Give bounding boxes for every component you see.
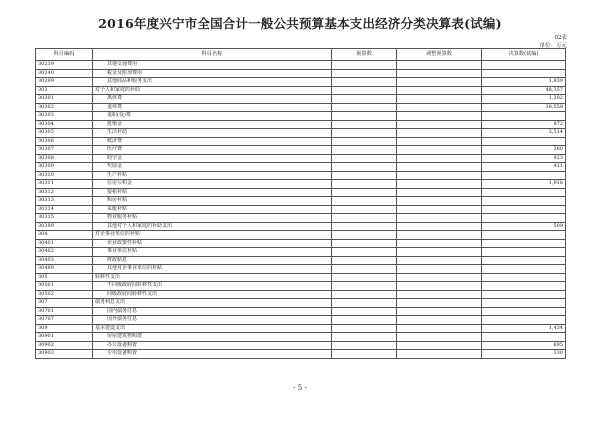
column-header-budget: 预算数 [332,49,397,61]
table-row [36,112,566,121]
row-name-cell: 购房补贴 [93,197,332,206]
row-name-cell: 其他商品和服务支出 [93,78,332,87]
row-adjusted-cell [397,282,482,291]
column-header-final: 决算数(试编) [482,49,566,61]
row-name-cell: 其他对个人和家庭的补助支出 [93,222,332,231]
row-code-cell: 30313 [36,197,93,206]
table-row [36,154,566,163]
row-adjusted-cell [397,171,482,180]
table-row [36,171,566,180]
row-adjusted-cell [397,273,482,282]
row-name-cell: 企业政策性补贴 [93,239,332,248]
row-budget-cell [332,112,397,121]
row-adjusted-cell [397,341,482,350]
row-code-cell: 30901 [36,333,93,342]
row-budget-cell [332,316,397,325]
unit-label: 单位：万元 [539,43,567,49]
row-budget-cell [332,256,397,265]
row-name-cell: 退休费 [93,103,332,112]
row-adjusted-cell [397,239,482,248]
row-adjusted-cell [397,154,482,163]
row-code-cell: 30403 [36,256,93,265]
row-adjusted-cell [397,137,482,146]
row-code-cell: 30302 [36,103,93,112]
row-name-cell: 生产补贴 [93,171,332,180]
row-adjusted-cell [397,205,482,214]
table-row [36,69,566,78]
row-code-cell: 30303 [36,112,93,121]
row-name-cell: 国内债务付息 [93,307,332,316]
row-budget-cell [332,171,397,180]
row-name-cell: 其他对企事业单位的补贴 [93,265,332,274]
row-adjusted-cell [397,222,482,231]
row-code-cell: 307 [36,299,93,308]
row-final-cell [482,69,566,78]
row-final-cell [482,256,566,265]
row-final-cell [482,171,566,180]
table-row [36,324,566,333]
table-row [36,265,566,274]
row-name-cell: 房屋建筑物购建 [93,333,332,342]
table-row [36,316,566,325]
row-code-cell: 30304 [36,120,93,129]
row-adjusted-cell [397,86,482,95]
row-adjusted-cell [397,163,482,172]
row-adjusted-cell [397,188,482,197]
row-final-cell [482,239,566,248]
row-budget-cell [332,154,397,163]
table-row [36,129,566,138]
row-code-cell: 30902 [36,341,93,350]
row-code-cell: 30701 [36,307,93,316]
row-final-cell [482,231,566,240]
row-adjusted-cell [397,120,482,129]
table-row [36,350,566,359]
row-name-cell: 同级政府间转移性支出 [93,290,332,299]
row-name-cell: 救济费 [93,137,332,146]
row-budget-cell [332,78,397,87]
row-code-cell: 30309 [36,163,93,172]
row-final-cell: 509 [482,222,566,231]
row-adjusted-cell [397,69,482,78]
table-row [36,137,566,146]
table-row [36,188,566,197]
row-adjusted-cell [397,180,482,189]
row-final-cell [482,197,566,206]
row-budget-cell [332,248,397,257]
row-code-cell: 30903 [36,350,93,359]
row-adjusted-cell [397,248,482,257]
row-final-cell [482,137,566,146]
row-final-cell: 360 [482,146,566,155]
row-final-cell [482,299,566,308]
row-final-cell [482,307,566,316]
table-row [36,95,566,104]
row-final-cell [482,282,566,291]
row-adjusted-cell [397,307,482,316]
row-final-cell: 1,918 [482,180,566,189]
row-budget-cell [332,273,397,282]
row-adjusted-cell [397,290,482,299]
row-code-cell: 30240 [36,69,93,78]
row-name-cell: 提租补贴 [93,188,332,197]
table-row [36,214,566,223]
table-row [36,239,566,248]
row-adjusted-cell [397,316,482,325]
row-final-cell [482,248,566,257]
table-row [36,333,566,342]
row-budget-cell [332,180,397,189]
row-name-cell: 其他交通费用 [93,61,332,70]
row-name-cell: 财政贴息 [93,256,332,265]
row-budget-cell [332,350,397,359]
table-row [36,163,566,172]
table-row [36,103,566,112]
row-name-cell: 专用设备购置 [93,350,332,359]
row-final-cell: 48,357 [482,86,566,95]
table-row [36,222,566,231]
column-header-code: 科目编码 [36,49,93,61]
row-budget-cell [332,129,397,138]
row-budget-cell [332,265,397,274]
row-name-cell: 基本建设支出 [93,324,332,333]
row-final-cell: 3,514 [482,129,566,138]
row-budget-cell [332,61,397,70]
row-budget-cell [332,137,397,146]
row-budget-cell [332,333,397,342]
row-name-cell: 债务利息支出 [93,299,332,308]
row-final-cell: 330 [482,350,566,359]
row-code-cell: 30307 [36,146,93,155]
row-name-cell: 办公设备购置 [93,341,332,350]
row-budget-cell [332,103,397,112]
report-title: 2016年度兴宁市全国合计一般公共预算基本支出经济分类决算表(试编) [98,16,502,31]
row-budget-cell [332,163,397,172]
row-code-cell: 304 [36,231,93,240]
row-code-cell: 30501 [36,282,93,291]
row-budget-cell [332,282,397,291]
row-code-cell: 30399 [36,222,93,231]
table-row [36,290,566,299]
row-name-cell: 退职(役)费 [93,112,332,121]
row-adjusted-cell [397,103,482,112]
row-code-cell: 30401 [36,239,93,248]
row-budget-cell [332,69,397,78]
row-final-cell [482,214,566,223]
table-row [36,231,566,240]
table-row [36,86,566,95]
row-adjusted-cell [397,214,482,223]
row-budget-cell [332,197,397,206]
row-code-cell: 30311 [36,180,93,189]
row-adjusted-cell [397,231,482,240]
row-adjusted-cell [397,350,482,359]
row-adjusted-cell [397,256,482,265]
row-code-cell: 30239 [36,61,93,70]
row-budget-cell [332,299,397,308]
row-budget-cell [332,214,397,223]
row-final-cell: 411 [482,163,566,172]
table-row [36,205,566,214]
row-adjusted-cell [397,146,482,155]
row-adjusted-cell [397,333,482,342]
row-name-cell: 住房公积金 [93,180,332,189]
row-code-cell: 309 [36,324,93,333]
row-code-cell: 30305 [36,129,93,138]
row-final-cell: 1,839 [482,78,566,87]
row-code-cell: 30314 [36,205,93,214]
row-name-cell: 物业服务补贴 [93,214,332,223]
row-final-cell: 695 [482,341,566,350]
row-code-cell: 30315 [36,214,93,223]
row-name-cell: 离休费 [93,95,332,104]
row-name-cell: 税金及附加费用 [93,69,332,78]
row-budget-cell [332,86,397,95]
row-final-cell [482,112,566,121]
row-final-cell [482,273,566,282]
row-final-cell [482,61,566,70]
row-budget-cell [332,231,397,240]
row-adjusted-cell [397,129,482,138]
row-name-cell: 转移性支出 [93,273,332,282]
row-name-cell: 奖励金 [93,163,332,172]
row-code-cell: 303 [36,86,93,95]
row-adjusted-cell [397,197,482,206]
page-number: - 5 - [293,384,307,392]
row-budget-cell [332,290,397,299]
row-code-cell: 30310 [36,171,93,180]
row-name-cell: 不同级政府间转移性支出 [93,282,332,291]
row-code-cell: 30306 [36,137,93,146]
row-name-cell: 医疗费 [93,146,332,155]
row-name-cell: 事业单位补贴 [93,248,332,257]
table-row [36,248,566,257]
row-adjusted-cell [397,265,482,274]
row-name-cell: 抚恤金 [93,120,332,129]
table-row [36,78,566,87]
row-budget-cell [332,95,397,104]
row-code-cell: 30299 [36,78,93,87]
row-final-cell: 872 [482,120,566,129]
row-budget-cell [332,307,397,316]
table-row [36,197,566,206]
row-final-cell [482,265,566,274]
row-name-cell: 生活补助 [93,129,332,138]
row-code-cell: 30707 [36,316,93,325]
row-budget-cell [332,188,397,197]
row-budget-cell [332,324,397,333]
table-row [36,120,566,129]
table-row [36,307,566,316]
table-row [36,61,566,70]
form-number: 02表 [554,35,567,41]
row-code-cell: 30499 [36,265,93,274]
row-adjusted-cell [397,95,482,104]
table-row [36,146,566,155]
column-header-adjusted: 调整预算数 [397,49,482,61]
row-adjusted-cell [397,299,482,308]
row-final-cell [482,333,566,342]
row-budget-cell [332,239,397,248]
row-code-cell: 305 [36,273,93,282]
row-code-cell: 30308 [36,154,93,163]
row-final-cell [482,316,566,325]
table-header-row [36,49,566,61]
table-row [36,256,566,265]
row-name-cell: 国外债务付息 [93,316,332,325]
row-budget-cell [332,222,397,231]
table-row [36,341,566,350]
row-code-cell: 30301 [36,95,93,104]
row-budget-cell [332,341,397,350]
row-name-cell: 采暖补贴 [93,205,332,214]
row-name-cell: 对个人和家庭的补助 [93,86,332,95]
row-final-cell [482,188,566,197]
column-header-name: 科目名称 [93,49,332,61]
table-row [36,180,566,189]
row-name-cell: 助学金 [93,154,332,163]
row-final-cell [482,290,566,299]
row-final-cell: 38,558 [482,103,566,112]
row-budget-cell [332,205,397,214]
row-budget-cell [332,120,397,129]
table-body [36,61,566,359]
row-final-cell: 923 [482,154,566,163]
row-name-cell: 对企事业单位的补贴 [93,231,332,240]
table-row [36,282,566,291]
row-code-cell: 30502 [36,290,93,299]
row-code-cell: 30402 [36,248,93,257]
table-row [36,299,566,308]
row-final-cell: 1,434 [482,324,566,333]
row-code-cell: 30312 [36,188,93,197]
row-adjusted-cell [397,78,482,87]
row-budget-cell [332,146,397,155]
row-adjusted-cell [397,324,482,333]
row-adjusted-cell [397,112,482,121]
row-final-cell: 1,292 [482,95,566,104]
expenditure-table [35,48,566,359]
row-final-cell [482,205,566,214]
table-row [36,273,566,282]
row-adjusted-cell [397,61,482,70]
